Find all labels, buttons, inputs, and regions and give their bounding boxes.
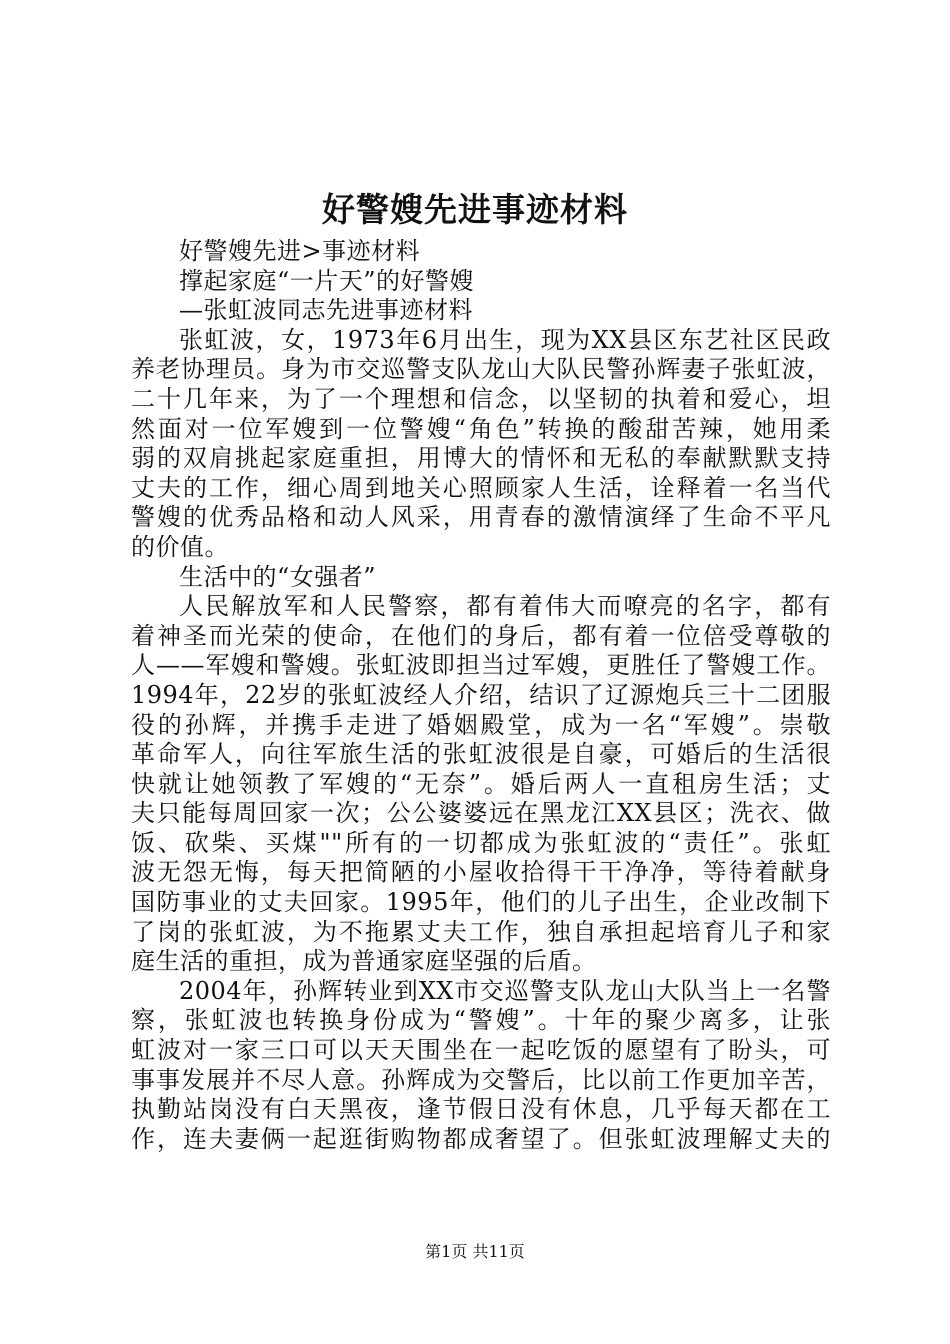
text-line: 好警嫂先进>事迹材料 xyxy=(179,237,421,265)
text-line: 撑起家庭“一片天”的好警嫂 xyxy=(179,266,475,295)
text-line: 事事发展并不尽人意。孙辉成为交警后，比以前工作更加辛苦， xyxy=(131,1065,831,1094)
text-line: 作，连夫妻俩一起逛街购物都成奢望了。但张虹波理解丈夫的 xyxy=(131,1124,831,1153)
text-line: 执勤站岗没有白天黑夜，逢节假日没有休息，几乎每天都在工 xyxy=(131,1095,831,1124)
text-line: 役的孙辉，并携手走进了婚姻殿堂，成为一名“军嫂”。崇敬 xyxy=(131,710,831,739)
text-line: 着神圣而光荣的使命，在他们的身后，都有着一位倍受尊敬的 xyxy=(131,621,831,650)
text-line: 二十几年来，为了一个理想和信念，以坚韧的执着和爱心，坦 xyxy=(131,384,831,413)
text-line: 察，张虹波也转换身份成为“警嫂”。十年的聚少离多，让张 xyxy=(131,1006,831,1035)
text-line: 了岗的张虹波，为不拖累丈夫工作，独自承担起培育儿子和家 xyxy=(131,917,831,946)
text-line: 养老协理员。身为市交巡警支队龙山大队民警孙辉妻子张虹波， xyxy=(131,355,831,384)
page-footer: 第1页 共11页 xyxy=(425,1242,525,1261)
text-line: 庭生活的重担，成为普通家庭坚强的后盾。 xyxy=(131,947,597,976)
text-line: 夫只能每周回家一次；公公婆婆远在黑龙江XX县区；洗衣、做 xyxy=(131,799,831,828)
text-line: 快就让她领教了军嫂的“无奈”。婚后两人一直租房生活；丈 xyxy=(131,769,831,798)
text-line: 革命军人，向往军旅生活的张虹波很是自豪，可婚后的生活很 xyxy=(131,740,831,769)
text-line: 生活中的“女强者” xyxy=(179,562,377,591)
text-line: 饭、砍柴、买煤""所有的一切都成为张虹波的“责任”。张虹 xyxy=(131,828,831,857)
document-title: 好警嫂先进事迹材料 xyxy=(322,190,628,229)
text-line: 弱的双肩挑起家庭重担，用博大的情怀和无私的奉献默默支持 xyxy=(131,444,831,473)
text-line: 人民解放军和人民警察，都有着伟大而嘹亮的名字，都有 xyxy=(179,592,831,621)
text-line: 张虹波，女，1973年6月出生，现为XX县区东艺社区民政 xyxy=(179,325,831,354)
text-line: 国防事业的丈夫回家。1995年，他们的儿子出生，企业改制下 xyxy=(131,888,831,917)
text-line: 然面对一位军嫂到一位警嫂“角色”转换的酸甜苦辣，她用柔 xyxy=(131,414,831,443)
text-line: 人——军嫂和警嫂。张虹波即担当过军嫂，更胜任了警嫂工作。 xyxy=(131,651,831,680)
text-line: 2004年，孙辉转业到XX市交巡警支队龙山大队当上一名警 xyxy=(179,976,831,1005)
text-line: 丈夫的工作，细心周到地关心照顾家人生活，诠释着一名当代 xyxy=(131,473,831,502)
text-line: —张虹波同志先进事迹材料 xyxy=(179,296,473,325)
text-line: 1994年，22岁的张虹波经人介绍，结识了辽源炮兵三十二团服 xyxy=(131,680,831,709)
text-line: 的价值。 xyxy=(131,532,229,561)
text-line: 警嫂的优秀品格和动人风采，用青春的激情演绎了生命不平凡 xyxy=(131,503,831,532)
text-line: 波无怨无悔，每天把简陋的小屋收拾得干干净净，等待着献身 xyxy=(131,858,831,887)
text-line: 虹波对一家三口可以天天围坐在一起吃饭的愿望有了盼头，可 xyxy=(131,1036,831,1065)
document-body xyxy=(131,237,831,1154)
